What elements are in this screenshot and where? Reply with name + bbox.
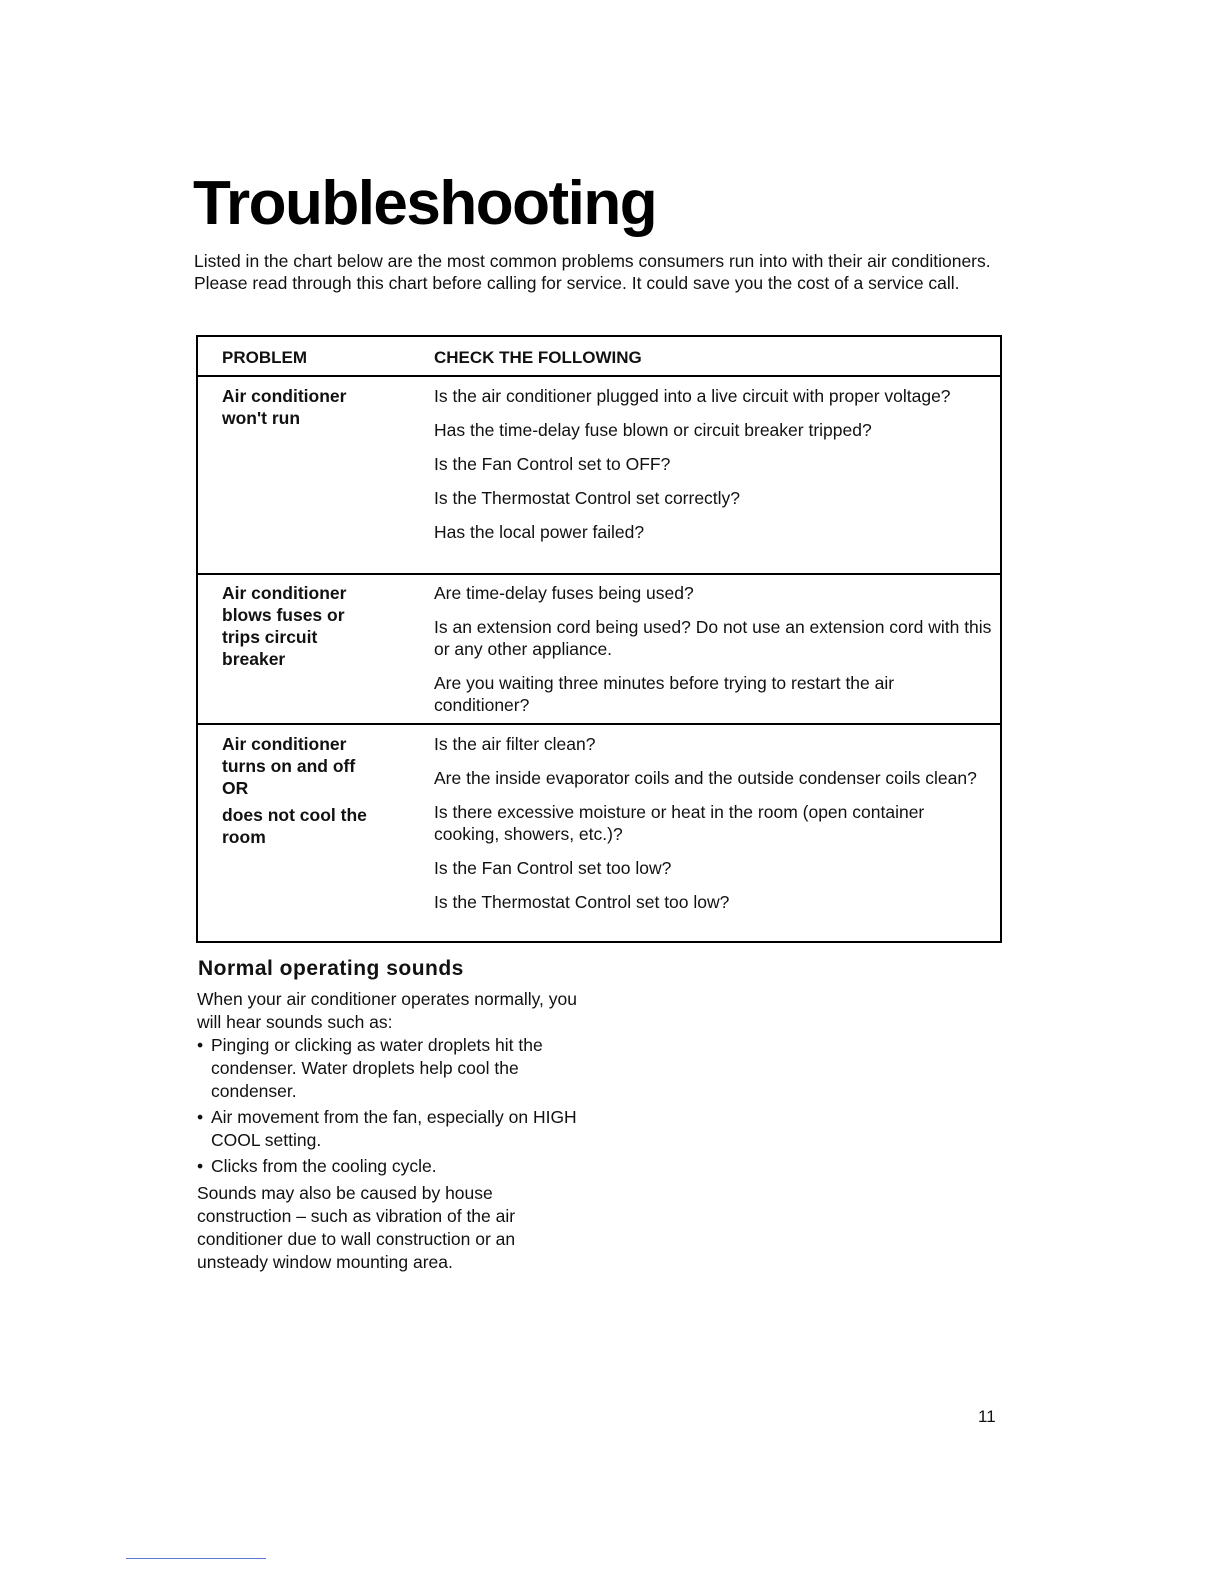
header-problem: PROBLEM [222,348,307,367]
check-item: Are you waiting three minutes before trying to restart the air conditioner? [434,673,895,715]
check-item: Is the Fan Control set to OFF? [434,454,671,474]
problem-line: won't run [222,408,301,428]
problem-cell [222,385,412,429]
check-item: Is the air conditioner plugged into a live circuit with proper voltage? [434,386,951,406]
problem-line: breaker [222,649,286,669]
problem-line: OR [222,778,249,798]
problem-line: trips circuit [222,627,318,647]
table-header [198,337,1000,377]
problem-cell [222,582,412,670]
check-item: Are time-delay fuses being used? [434,583,694,603]
sounds-list [197,1034,597,1181]
page-number: 11 [978,1407,996,1426]
sounds-intro: When your air conditioner operates normally, you will hear sounds such as: [197,989,578,1032]
sounds-closing: Sounds may also be caused by house construction – such as vibration of the air conditioner due to wall construction or an unsteady window mounting area. [197,1183,516,1272]
header-check-the-following: CHECK THE FOLLOWING [434,348,642,367]
check-item: Is the air filter clean? [434,734,596,754]
check-item: Has the local power failed? [434,522,645,542]
check-item: Is the Thermostat Control set correctly? [434,488,741,508]
check-item: Is an extension cord being used? Do not use an extension cord with this or any other appliance. [434,617,992,659]
check-item: Has the time-delay fuse blown or circuit breaker tripped? [434,420,872,440]
problem-line: room [222,827,266,847]
intro-paragraph: Listed in the chart below are the most common problems consumers run into with their air conditioners. Please read through this chart before calling for service. It could save you the cost of a service call. [194,251,991,293]
problem-line: Air conditioner [222,583,347,603]
check-list [434,385,994,555]
section-heading: Normal operating sounds [198,957,464,980]
troubleshooting-table [196,335,1002,943]
list-item: • Air movement from the fan, especially on HIGH COOL setting. [197,1106,597,1152]
check-item: Is the Fan Control set too low? [434,858,672,878]
check-item: Is there excessive moisture or heat in the room (open container cooking, showers, etc.)? [434,802,925,844]
check-item: Is the Thermostat Control set too low? [434,892,730,912]
problem-line: Air conditioner [222,734,347,754]
check-item: Are the inside evaporator coils and the outside condenser coils clean? [434,768,977,788]
table-row [198,725,1000,943]
table-row [198,575,1000,725]
bottom-rule [126,1558,266,1559]
page-title: Troubleshooting [193,169,657,238]
problem-line: turns on and off [222,756,356,776]
table-row [198,377,1000,575]
check-list [434,582,994,728]
problem-line: Air conditioner [222,386,347,406]
list-item: • Clicks from the cooling cycle. [197,1155,597,1178]
check-list [434,733,994,925]
list-item: • Pinging or clicking as water droplets hit the condenser. Water droplets help cool the condenser. [197,1034,597,1103]
problem-line: blows fuses or [222,605,345,625]
problem-cell [222,733,412,848]
problem-line: does not cool the [222,805,367,825]
